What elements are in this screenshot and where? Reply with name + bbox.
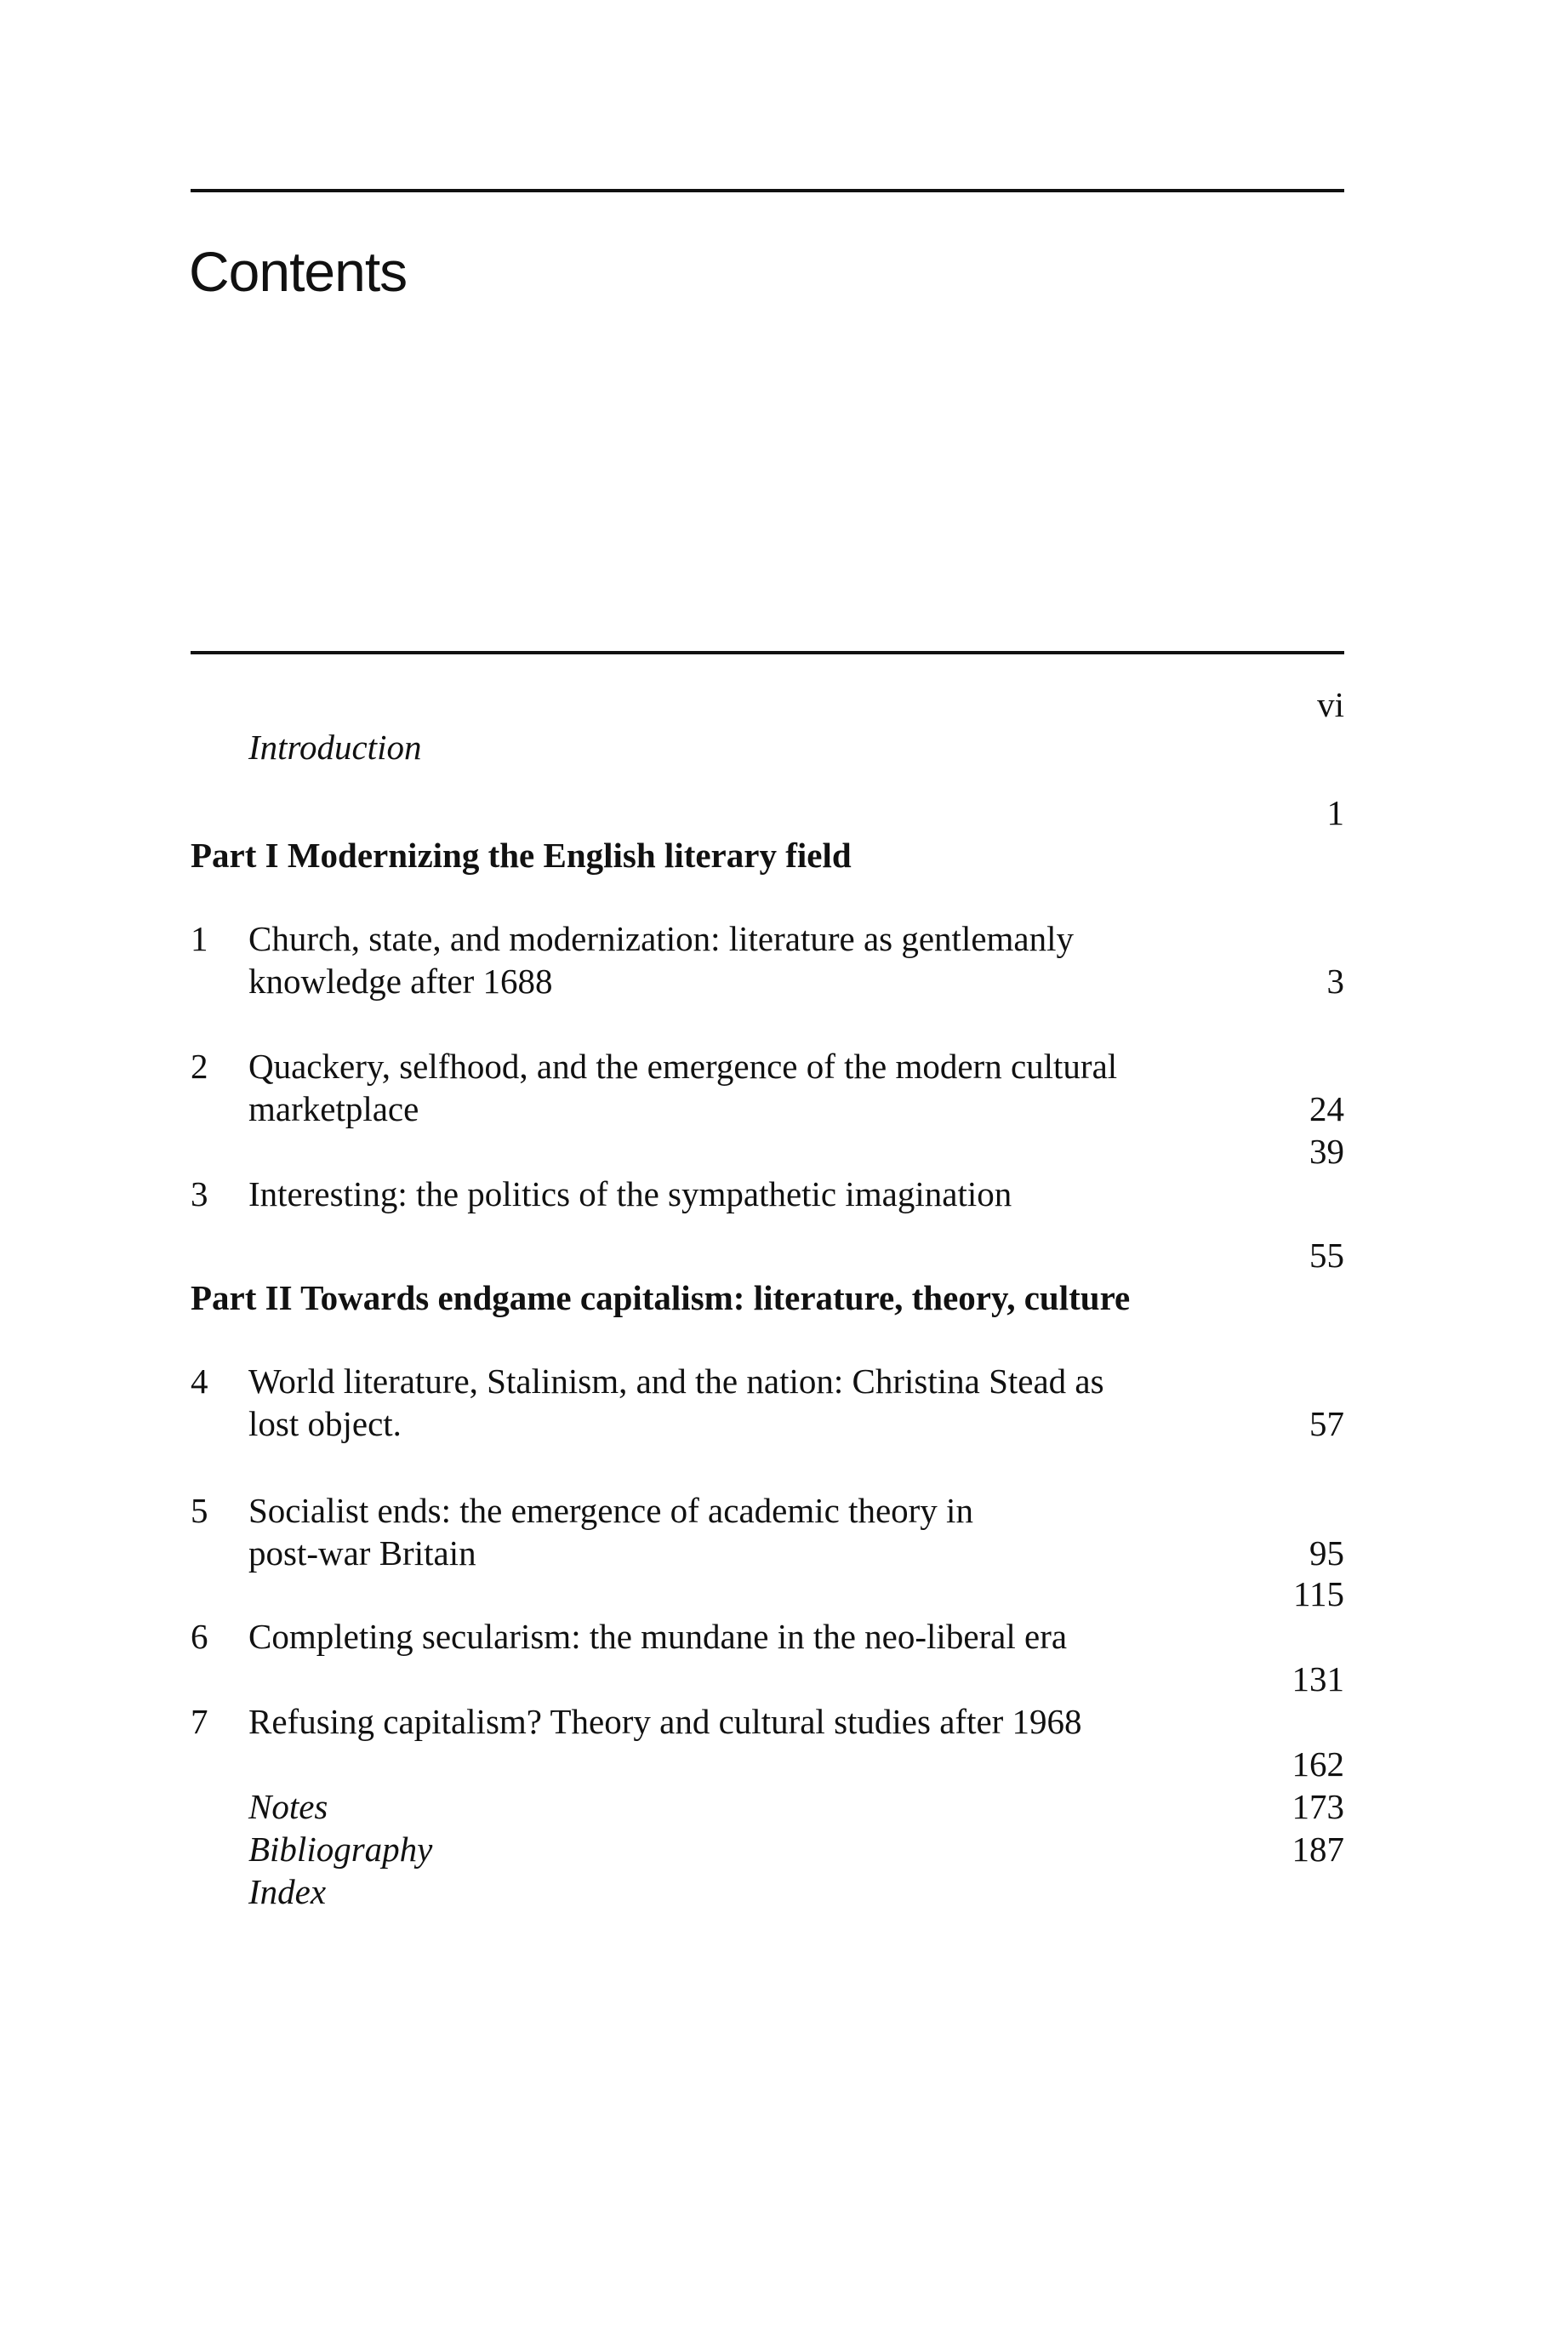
toc-chapter-number: 2 [191, 1047, 208, 1086]
toc-chapter-page: 115 [1293, 1574, 1344, 1613]
toc-chapter-number: 6 [191, 1617, 208, 1656]
toc-chapter-title: Refusing capitalism? Theory and cultural studies after 1968 [248, 1702, 1082, 1741]
toc-chapter-4[interactable] [191, 1360, 1344, 1445]
toc-part-page: 55 [1309, 1236, 1344, 1275]
toc-chapter-title [248, 1489, 1252, 1574]
toc-chapter-title-line2: knowledge after 1688 [248, 962, 553, 1001]
toc-entry-page: vi [1317, 685, 1344, 724]
toc-chapter-number: 4 [191, 1362, 208, 1401]
toc-entry-title: Introduction [248, 728, 422, 767]
section-rule [191, 651, 1344, 654]
toc-entry-title: Index [248, 1872, 327, 1911]
toc-part-title: Part I Modernizing the English literary field [191, 836, 852, 875]
toc-entry-title: Bibliography [248, 1830, 433, 1869]
toc-entry-page: 187 [1291, 1830, 1344, 1869]
toc-chapter-number: 3 [191, 1174, 208, 1213]
toc-chapter-title [248, 1045, 1252, 1130]
toc-part-title: Part II Towards endgame capitalism: literature, theory, culture [191, 1278, 1131, 1317]
toc-chapter-1[interactable] [191, 917, 1344, 1002]
toc-entry-title: Notes [248, 1787, 328, 1826]
toc-chapter-page: 39 [1309, 1132, 1344, 1171]
toc-chapter-title-line2: post-war Britain [248, 1533, 476, 1573]
toc-chapter-title-line1: Church, state, and modernization: literature as gentlemanly [248, 919, 1075, 958]
toc-chapter-number: 5 [191, 1491, 208, 1530]
toc-chapter-number: 1 [191, 919, 208, 958]
toc-chapter-page: 95 [1309, 1533, 1344, 1573]
toc-chapter-title-line2: marketplace [248, 1089, 419, 1128]
toc-chapter-title-line2: lost object. [248, 1404, 402, 1443]
toc-part-page: 1 [1326, 793, 1344, 832]
toc-chapter-title-line1: Quackery, selfhood, and the emergence of the modern cultural [248, 1047, 1118, 1086]
toc-chapter-5[interactable] [191, 1489, 1344, 1574]
toc-entry-page: 173 [1291, 1787, 1344, 1826]
toc-chapter-page: 3 [1326, 962, 1344, 1001]
toc-chapter-page: 131 [1291, 1659, 1344, 1698]
toc-chapter-title-line1: Socialist ends: the emergence of academic theory in [248, 1491, 973, 1530]
page-title: Contents [189, 240, 408, 303]
toc-chapter-2[interactable] [191, 1045, 1344, 1130]
toc-chapter-title: Completing secularism: the mundane in the neo-liberal era [248, 1617, 1068, 1656]
top-rule [191, 189, 1344, 192]
toc-chapter-title [248, 1360, 1252, 1445]
toc-chapter-page: 57 [1309, 1404, 1344, 1443]
toc-chapter-page: 24 [1309, 1089, 1344, 1128]
toc-chapter-title: Interesting: the politics of the sympathetic imagination [248, 1174, 1012, 1213]
toc-chapter-number: 7 [191, 1702, 208, 1741]
toc-entry-page: 162 [1291, 1744, 1344, 1784]
toc-chapter-title-line1: World literature, Stalinism, and the nation: Christina Stead as [248, 1362, 1104, 1401]
toc-chapter-title [248, 917, 1252, 1002]
